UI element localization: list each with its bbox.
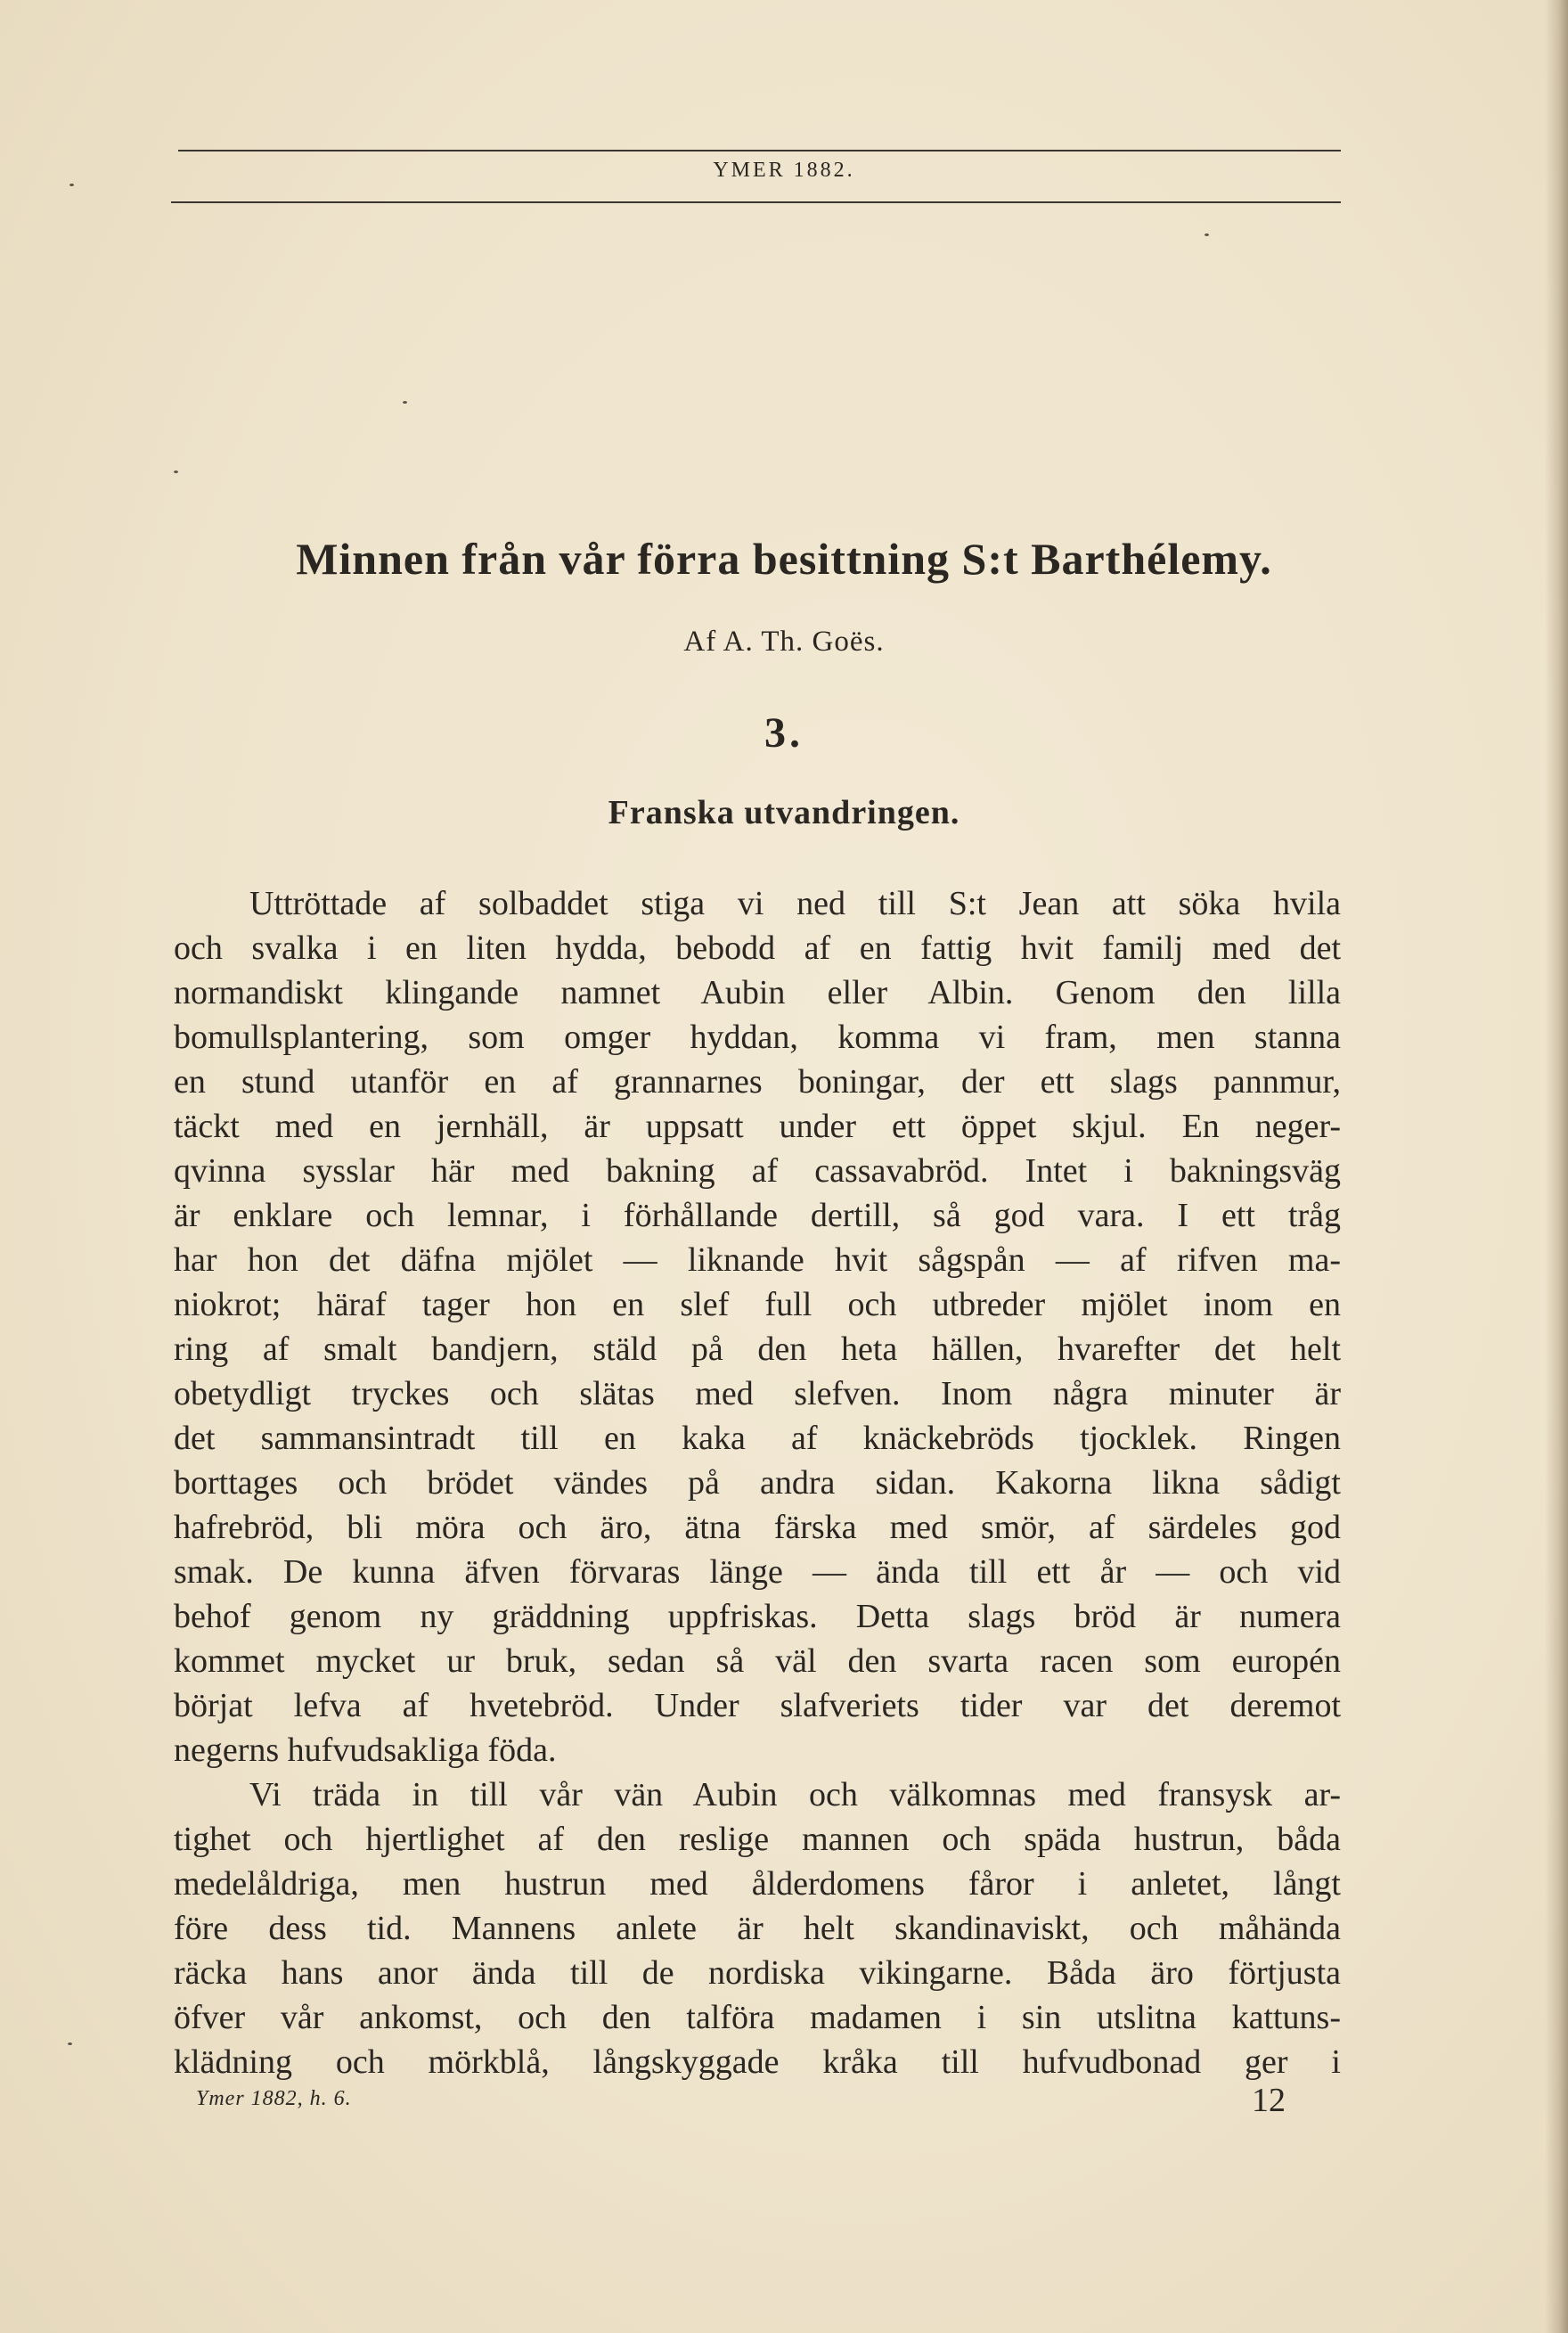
body-line: ring af smalt bandjern, stäld på den heta hällen, hvarefter det helt	[174, 1330, 1341, 1368]
body-line: räcka hans anor ända till de nordiska vikingarne. Båda äro förtjusta	[174, 1954, 1341, 1992]
print-speck	[68, 2042, 72, 2045]
section-number: 3.	[764, 709, 804, 757]
body-line: bomullsplantering, som omger hyddan, komma vi fram, men stanna	[174, 1019, 1341, 1056]
body-line: och svalka i en liten hydda, bebodd af en fattig hvit familj med det	[174, 929, 1341, 967]
body-line: borttages och brödet vändes på andra sidan. Kakorna likna sådigt	[174, 1464, 1341, 1502]
print-speck	[1205, 233, 1209, 236]
body-line: niokrot; häraf tager hon en slef full och utbreder mjölet inom en	[174, 1286, 1341, 1323]
body-line: har hon det däfna mjölet — liknande hvit sågspån — af rifven ma-	[174, 1241, 1341, 1279]
footer-signature: Ymer 1882, h. 6.	[196, 2087, 352, 2110]
body-line: börjat lefva af hvetebröd. Under slafveriets tider var det deremot	[174, 1687, 1341, 1724]
body-line: öfver vår ankomst, och den talföra madamen i sin utslitna kattuns-	[174, 1999, 1341, 2036]
header-rule-top	[178, 150, 1341, 151]
body-line: det sammansintradt till en kaka af knäckebröds tjocklek. Ringen	[174, 1420, 1341, 1457]
body-line: qvinna sysslar här med bakning af cassavabröd. Intet i bakningsväg	[174, 1152, 1341, 1190]
author-line: Af A. Th. Goës.	[683, 626, 885, 658]
print-speck	[403, 401, 407, 404]
body-line: behof genom ny gräddning uppfriskas. Detta slags bröd är numera	[174, 1598, 1341, 1635]
body-line: kommet mycket ur bruk, sedan så väl den svarta racen som europén	[174, 1642, 1341, 1680]
page-edge-shadow	[1545, 0, 1568, 2333]
body-line: medelåldriga, men hustrun med ålderdomens fåror i anletet, långt	[174, 1865, 1341, 1903]
header-rule-bottom	[171, 201, 1341, 203]
body-line: hafrebröd, bli möra och äro, ätna färska med smör, af särdeles god	[174, 1509, 1341, 1546]
body-line: normandiskt klingande namnet Aubin eller Albin. Genom den lilla	[174, 974, 1341, 1011]
body-line: är enklare och lemnar, i förhållande dertill, så god vara. I ett tråg	[174, 1197, 1341, 1234]
body-line: smak. De kunna äfven förvaras länge — ända till ett år — och vid	[174, 1553, 1341, 1591]
section-title: Franska utvandringen.	[608, 794, 960, 831]
body-line: negerns hufvudsakliga föda.	[174, 1731, 557, 1769]
body-line: täckt med en jernhäll, är uppsatt under ett öppet skjul. En neger-	[174, 1108, 1341, 1145]
article-title: Minnen från vår förra besittning S:t Barthélemy.	[296, 534, 1272, 584]
print-speck	[69, 184, 74, 186]
body-line: Uttröttade af solbaddet stiga vi ned till S:t Jean att söka hvila	[249, 885, 1341, 922]
body-line: obetydligt tryckes och slätas med slefven. Inom några minuter är	[174, 1375, 1341, 1412]
body-line: tighet och hjertlighet af den reslige mannen och späda hustrun, båda	[174, 1821, 1341, 1858]
body-line: klädning och mörkblå, långskyggade kråka till hufvudbonad ger i	[174, 2043, 1341, 2081]
running-head: YMER 1882.	[713, 159, 855, 182]
body-line: före dess tid. Mannens anlete är helt skandinaviskt, och måhända	[174, 1910, 1341, 1947]
print-speck	[174, 471, 178, 473]
body-line: en stund utanför en af grannarnes boningar, der ett slags pannmur,	[174, 1063, 1341, 1101]
body-line: Vi träda in till vår vän Aubin och välkomnas med fransysk ar-	[249, 1776, 1341, 1813]
page-number: 12	[1252, 2082, 1286, 2119]
